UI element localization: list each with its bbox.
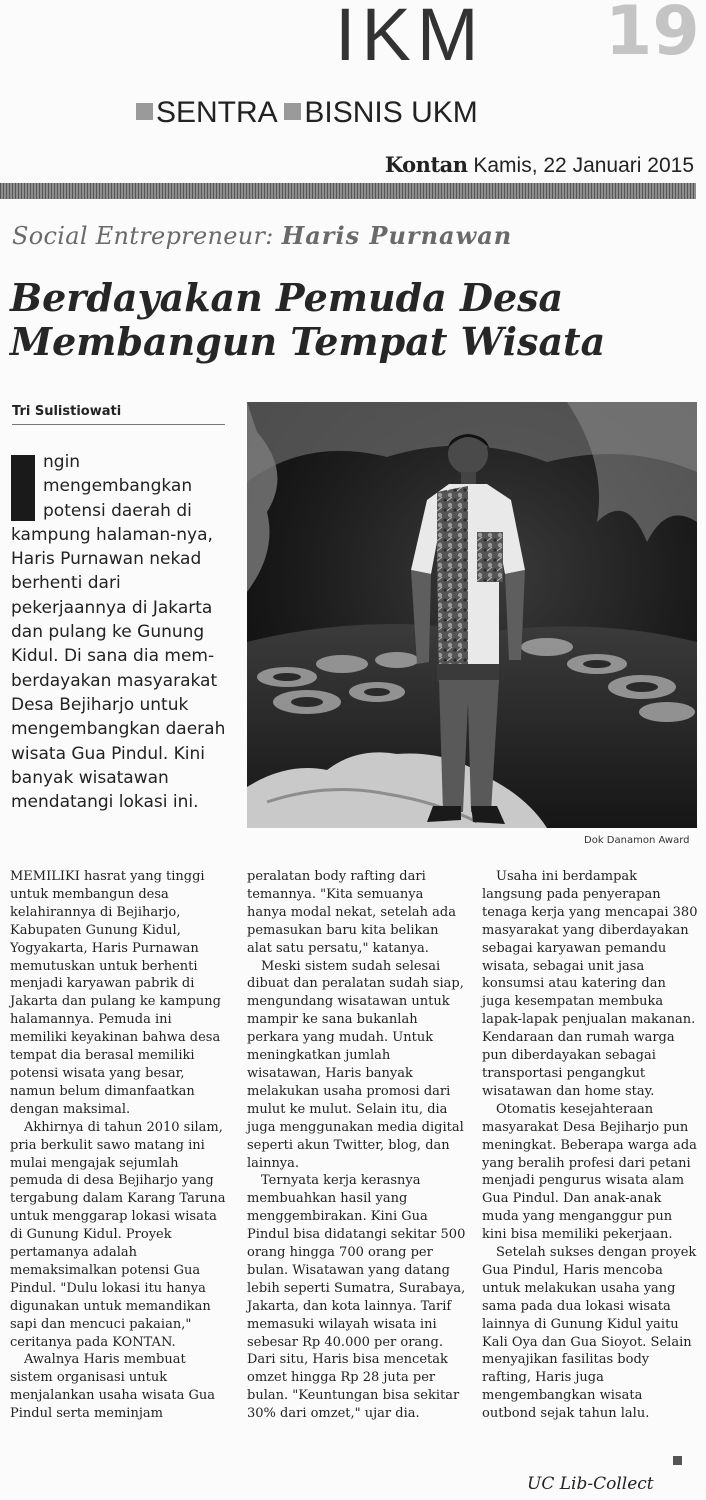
kicker-name: Haris Purnawan bbox=[281, 221, 513, 250]
body-paragraph: Meski sistem sudah selesai dibuat dan peralatan sudah siap, mengundang wisatawan untuk mampir ke sana bukanlah perkara yang mudah. Untuk meningkatkan jumlah wisatawan, Haris banyak melakukan usaha promosi dari mulut ke mulut. Selain itu, dia juga menggunakan media digital seperti akun Twitter, blog, dan lainnya. bbox=[247, 958, 464, 1171]
article-photo bbox=[247, 402, 697, 828]
photo-credit: Dok Danamon Award bbox=[584, 835, 690, 846]
header-rule bbox=[0, 183, 696, 199]
body-paragraph: Awalnya Haris membuat sistem organisasi untuk menjalankan usaha wisata Gua Pindul serta meminjam bbox=[10, 1352, 215, 1422]
kicker-label: Social Entrepreneur: bbox=[12, 222, 274, 250]
newspaper-name: Kontan bbox=[384, 152, 468, 177]
publish-date: Kamis, 22 Januari 2015 bbox=[473, 154, 694, 177]
section-label-2: BISNIS UKM bbox=[304, 96, 478, 129]
body-column-2 bbox=[247, 868, 467, 1423]
drop-cap-bar bbox=[11, 455, 35, 521]
headline bbox=[10, 276, 700, 364]
end-mark-icon bbox=[673, 1456, 682, 1465]
headline-line-1: Berdayakan Pemuda Desa bbox=[10, 275, 564, 320]
page-number: 19 bbox=[605, 0, 700, 71]
section-label-1: SENTRA bbox=[156, 96, 277, 129]
lead-text: ngin mengembangkan potensi daerah di kampung halaman-nya, Haris Purnawan nekad berhenti dari pekerjaannya di Jakarta dan pulang ke Gunung Kidul. Di sana dia mem-berdayakan masyarakat Desa Bejiharjo untuk mengembangkan daerah wisata Gua Pindul. Kini banyak wisatawan mendatangi lokasi ini. bbox=[11, 452, 226, 813]
byline-rule bbox=[12, 424, 225, 425]
body-paragraph: Setelah sukses dengan proyek Gua Pindul, Haris mencoba untuk melakukan usaha yang sama pada dua lokasi wisata lainnya di Gunung Kidul yaitu Kali Oya dan Gua Sioyot. Selain menyajikan fasilitas body rafting, Haris juga mengembangkan wisata outbond sejak tahun lalu. bbox=[482, 1245, 697, 1422]
headline-line-2: Membangun Tempat Wisata bbox=[10, 319, 606, 364]
body-paragraph: Ternyata kerja kerasnya membuahkan hasil yang menggembirakan. Kini Gua Pindul bisa didatangi sekitar 500 orang hingga 700 orang per bulan. Wisatawan yang datang lebih seperti Sumatra, Surabaya, Jakarta, dan kota lainnya. Tarif memasuki wilayah wisata ini sebesar Rp 40.000 per orang. Dari situ, Haris bisa mencetak omzet hingga Rp 28 juta per bulan. "Keuntungan bisa sekitar 30% dari omzet," ujar dia. bbox=[247, 1173, 466, 1422]
rubric-title: IKM bbox=[335, 0, 485, 76]
body-paragraph: Akhirnya di tahun 2010 silam, pria berkulit sawo matang ini mulai mengajak sejumlah pemuda di desa Bejiharjo yang tergabung dalam Karang Taruna untuk menggarap lokasi wisata di Gunung Kidul. Proyek pertamanya adalah memaksimalkan potensi Gua Pindul. "Dulu lokasi itu hanya digunakan untuk memandikan sapi dan mencuci pakaian," ceritanya pada KONTAN. bbox=[10, 1119, 226, 1350]
section-square-icon bbox=[284, 103, 301, 120]
body-paragraph: Otomatis kesejahteraan masyarakat Desa Bejiharjo pun meningkat. Beberapa warga ada yang beralih profesi dari petani menjadi pengurus wisata alam Gua Pindul. Dan anak-anak muda yang menganggur pun kini bisa memiliki pekerjaan. bbox=[482, 1101, 697, 1243]
body-column-3 bbox=[482, 868, 698, 1423]
lead-paragraph bbox=[11, 450, 231, 814]
section-square-icon bbox=[136, 103, 153, 120]
kicker bbox=[12, 221, 512, 250]
byline: Tri Sulistiowati bbox=[12, 404, 122, 419]
body-paragraph: Usaha ini berdampak langsung pada penyerapan tenaga kerja yang mencapai 380 masyarakat yang diberdayakan sebagai karyawan pemandu wisata, sebagai unit jasa konsumsi atau katering dan juga kesempatan membuka lapak-lapak penjualan makanan. Kendaraan dan rumah warga pun diberdayakan sebagai transportasi pengangkut wisatawan dan home stay. bbox=[482, 869, 698, 1099]
archive-stamp: UC Lib-Collect bbox=[527, 1474, 654, 1494]
body-paragraph: peralatan body rafting dari temannya. "Kita semuanya hanya modal nekat, setelah ada pemasukan baru kita belikan alat satu persatu," katanya. bbox=[247, 869, 456, 956]
section-header bbox=[136, 98, 478, 128]
dateline bbox=[385, 152, 694, 178]
body-column-1 bbox=[10, 868, 232, 1423]
body-paragraph: MEMILIKI hasrat yang tinggi untuk membangun desa kelahirannya di Bejiharjo, Kabupaten Gunung Kidul, Yogyakarta, Haris Purnawan memutuskan untuk berhenti menjadi karyawan pabrik di Jakarta dan pulang ke kampung halamannya. Pemuda ini memiliki keyakinan bahwa desa tempat dia berasal memiliki potensi wisata yang besar, namun belum dimanfaatkan dengan maksimal. bbox=[10, 869, 221, 1117]
